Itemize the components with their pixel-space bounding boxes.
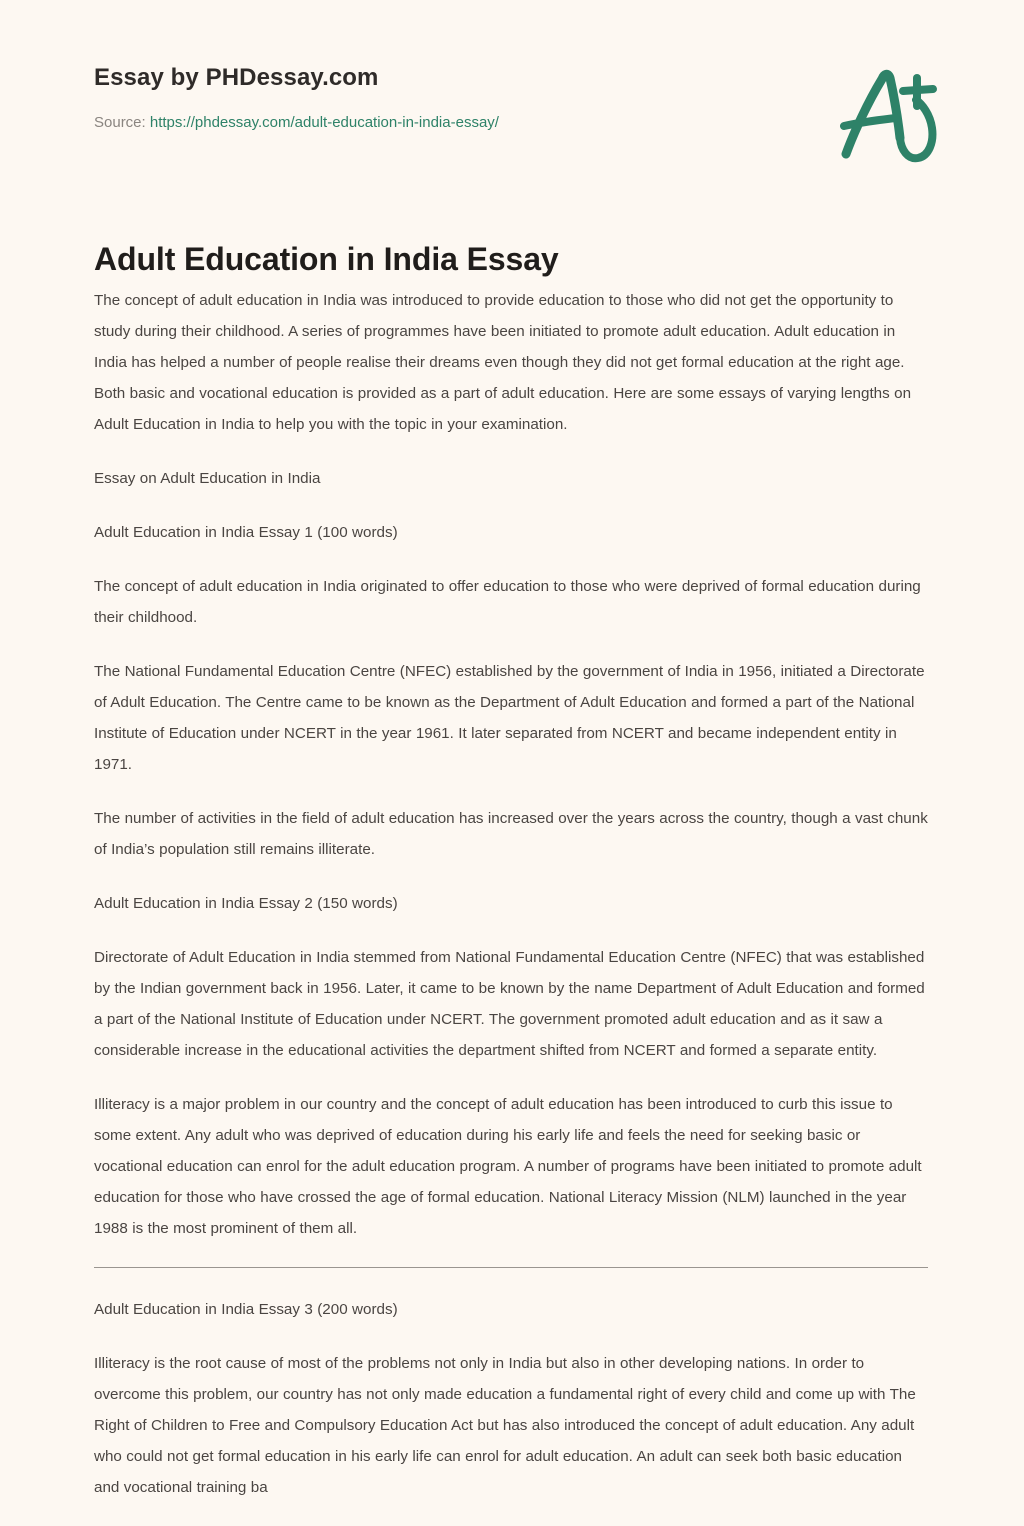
essay-heading: Essay on Adult Education in India: [94, 470, 321, 487]
essay-heading: Adult Education in India Essay 2 (150 words): [94, 895, 398, 912]
essay-paragraph: The concept of adult education in India originated to offer education to those who were deprived of formal education during their childhood.: [94, 578, 921, 626]
section-divider: [94, 1267, 928, 1268]
essay-paragraph: Illiteracy is a major problem in our country and the concept of adult education has been introduced to curb this issue to some extent. Any adult who was deprived of education during his early life and feels the need for seeking basic or vocational education can enrol for the adult education program. A number of programs have been initiated to promote adult education for those who have crossed the age of formal education. National Literacy Mission (NLM) launched in the year 1988 is the most prominent of them all.: [94, 1096, 922, 1237]
essay-heading: Adult Education in India Essay 3 (200 words): [94, 1301, 398, 1318]
a-plus-logo: [832, 62, 952, 172]
essay-paragraph: The National Fundamental Education Centre (NFEC) established by the government of India in 1956, initiated a Directorate of Adult Education. The Centre came to be known as the Department of Adult Education and formed a part of the National Institute of Education under NCERT in the year 1961. It later separated from NCERT and became independent entity in 1971.: [94, 663, 925, 773]
page-title: Adult Education in India Essay: [94, 241, 559, 278]
brand-title: Essay by PHDessay.com: [94, 64, 379, 91]
essay-body: [94, 285, 930, 1526]
source-line: [94, 113, 944, 133]
source-label: Source:: [94, 113, 146, 131]
a-plus-icon: [832, 62, 952, 172]
source-url-link[interactable]: https://phdessay.com/adult-education-in-india-essay/: [149, 113, 499, 131]
essay-paragraph: The concept of adult education in India was introduced to provide education to those who did not get the opportunity to study during their childhood. A series of programmes have been initiated to promote adult education. Adult education in India has helped a number of people realise their dreams even though they did not get formal education at the right age. Both basic and vocational education is provided as a part of adult education. Here are some essays of varying lengths on Adult Education in India to help you with the topic in your examination.: [94, 292, 912, 433]
page-header: [94, 64, 944, 132]
essay-paragraph: Illiteracy is the root cause of most of the problems not only in India but also in other developing nations. In order to overcome this problem, our country has not only made education a fundamental right of every child and come up with The Right of Children to Free and Compulsory Education Act but has also introduced the concept of adult education. Any adult who could not get formal education in his early life can enrol for adult education. An adult can seek both basic education and vocational training ba: [94, 1355, 916, 1496]
essay-heading: Adult Education in India Essay 1 (100 words): [94, 524, 398, 541]
essay-paragraph: The number of activities in the field of adult education has increased over the years across the country, though a vast chunk of India’s population still remains illiterate.: [94, 810, 928, 858]
essay-paragraph: Directorate of Adult Education in India stemmed from National Fundamental Education Centre (NFEC) that was established by the Indian government back in 1956. Later, it came to be known by the name Department of Adult Education and formed a part of the National Institute of Education under NCERT. The government promoted adult education and as it saw a considerable increase in the educational activities the department shifted from NCERT and formed a separate entity.: [94, 949, 925, 1059]
